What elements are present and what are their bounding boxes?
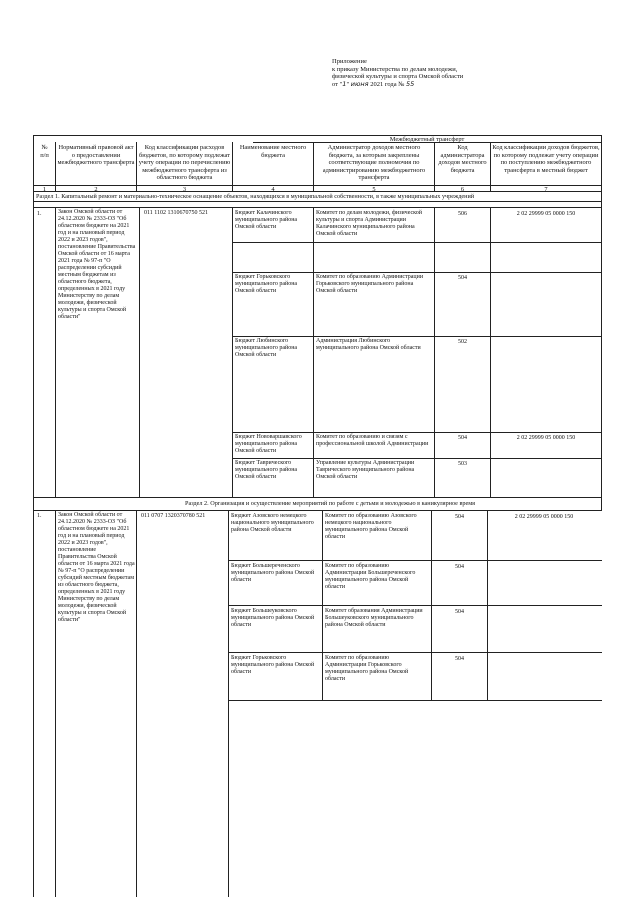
income-code: 2 02 29999 05 0000 150 — [516, 211, 576, 217]
column-header-income-code: Код классификации доходов бюджетов, по которому подлежат учету операции по поступлению межбюджетного трансферта в местный бюджет — [492, 144, 600, 174]
budget-name: Бюджет Горьковского муниципального района Омской области — [235, 274, 298, 294]
section-1-expense-code: 011 1102 1310670750 521 — [144, 210, 209, 216]
income-code: 2 02 29999 05 0000 150 — [514, 514, 574, 520]
grid-line — [136, 510, 137, 897]
column-header-budget: Наименование местного бюджета — [239, 144, 307, 159]
date-day: 1 — [342, 79, 347, 88]
date-mid: " — [346, 80, 351, 88]
budget-name: Бюджет Любинского муниципального района Омской области — [235, 338, 298, 358]
admin-code: 504 — [455, 656, 464, 662]
admin-name: Управление культуры Администрации Таврического муниципального района Омской области — [316, 460, 415, 480]
grid-line — [228, 560, 602, 561]
grid-line — [33, 497, 34, 897]
section-1-title: Раздел 1. Капитальный ремонт и материально-техническое оснащение объектов, находящихся в муниципальной собственности, в также муниципальных учреждений — [36, 193, 475, 200]
section-2-legal-act: Закон Омской области от 24.12.2020 № 2333-ОЗ "Об областном бюджете на 2021 год и на плановый период 2022 и 2023 годов", постановление Правительства Омской области от 16 марта 2021 года № 97-п "О распределении субсидий местным бюджетам из областного бюджета, определенных в 2021 году Министерству по делам молодежи, физической культуры и спорта Омской области" — [58, 512, 135, 623]
date-year: 2021 года № — [368, 80, 407, 88]
date-month: июня — [350, 79, 369, 88]
grid-line — [55, 142, 56, 192]
admin-code: 504 — [455, 609, 464, 615]
admin-code: 506 — [458, 211, 467, 217]
admin-code: 503 — [458, 461, 467, 467]
grid-line — [139, 207, 140, 497]
budget-name: Бюджет Большереченского муниципального района Омской области — [231, 563, 315, 583]
column-header-admin: Администратор доходов местного бюджета, за которым закреплены соответствующие полномочия по администрированию межбюджетного трансферта — [322, 144, 426, 182]
approval-block — [332, 58, 592, 88]
grid-line — [232, 432, 602, 433]
column-header-admin-code: Код администратора доходов местного бюджета — [438, 144, 487, 174]
column-number: 6 — [460, 186, 465, 193]
budget-name: Бюджет Горьковского муниципального района Омской области — [231, 655, 315, 675]
grid-line — [313, 142, 314, 192]
column-number: 5 — [372, 186, 376, 193]
budget-name: Бюджет Большеуковского муниципального района Омской области — [231, 608, 315, 628]
approval-line-2: к приказу Министерства по делам молодежи, — [332, 65, 458, 73]
column-number: 4 — [271, 186, 275, 193]
admin-name: Комитет по образованию Администрации Горьковского муниципального района Омской области — [325, 655, 409, 682]
column-header-act: Нормативный правовой акт о предоставлении межбюджетного трансферта — [57, 144, 135, 167]
grid-line — [490, 207, 491, 497]
grid-line — [434, 142, 435, 192]
grid-line — [490, 142, 491, 192]
budget-name: Бюджет Нововаршавского муниципального района Омской области — [235, 434, 302, 454]
grid-line — [232, 142, 233, 192]
admin-code: 504 — [458, 435, 467, 441]
admin-name: Комитет по образованию Администрации Большереченского муниципального района Омской области — [325, 563, 416, 590]
grid-line — [487, 510, 488, 700]
section-2-expense-code: 011 0707 1320370780 521 — [141, 513, 206, 519]
grid-line — [601, 135, 602, 497]
grid-line — [55, 207, 56, 497]
admin-code: 504 — [455, 514, 464, 520]
grid-line — [33, 497, 602, 498]
approval-date-line — [332, 81, 592, 89]
column-number: 3 — [182, 186, 187, 193]
grid-line — [313, 207, 314, 497]
income-code: 2 02 29999 05 0000 150 — [516, 435, 576, 441]
column-number: 7 — [544, 186, 548, 193]
date-number: 55 — [406, 79, 415, 88]
admin-code: 504 — [455, 564, 464, 570]
grid-line — [228, 652, 602, 653]
admin-name: Комитет по образованию и связям с профессиональной школой Администрации — [316, 434, 429, 447]
grid-line — [322, 510, 323, 700]
approval-line-3: физической культуры и спорта Омской области — [332, 73, 464, 81]
grid-line — [601, 497, 602, 510]
grid-line — [33, 207, 602, 208]
section-1-row-number: 1. — [37, 211, 42, 217]
grid-line — [434, 207, 435, 497]
grid-line — [232, 336, 602, 337]
admin-name: Комитет по образованию Администрации Горьковского муниципального района Омской области — [316, 274, 424, 294]
column-number: 2 — [94, 186, 98, 193]
grid-line — [228, 510, 229, 897]
grid-line — [33, 201, 602, 202]
admin-code: 504 — [458, 275, 467, 281]
grid-line — [232, 272, 602, 273]
admin-name: Комитет образования Администрации Большеуковского муниципального района Омской области — [325, 608, 423, 628]
admin-name: Комитет по образованию Азовского немецкого национального муниципального района Омской области — [325, 513, 417, 540]
section-1-legal-act: Закон Омской области от 24.12.2020 № 2333-ОЗ "Об областном бюджете на 2021 год и на плановый период 2022 и 2023 годов", постановление Правительства Омской области от 16 марта 2021 года № 97-п "О распределении субсидий местным бюджетам из областного бюджета, определенных в 2021 году Министерству по делам молодежи, физической культуры и спорта Омской области" — [58, 209, 136, 320]
column-header-num: № п/п — [40, 144, 49, 159]
group-header: Межбюджетный трансферт — [389, 136, 465, 143]
grid-line — [136, 142, 137, 192]
admin-code: 502 — [458, 339, 467, 345]
grid-line — [33, 510, 602, 511]
grid-line — [232, 242, 602, 243]
budget-name: Бюджет Таврического муниципального района Омской области — [235, 460, 298, 480]
date-prefix: от " — [332, 80, 343, 88]
grid-line — [431, 510, 432, 700]
section-2-title: Раздел 2. Организация и осуществление мероприятий по работе с детьми и молодежью в каникулярное время — [185, 500, 475, 507]
grid-line — [232, 458, 602, 459]
column-number: 1 — [42, 186, 47, 193]
column-header-expense-code: Код классификации расходов бюджетов, по которому подлежат учету операции по перечислению межбюджетного трансферта из областного бюджета — [138, 144, 231, 182]
approval-line-1: Приложение — [332, 58, 367, 65]
admin-name: Администрация Любинского муниципального района Омской области — [316, 338, 421, 351]
budget-name: Бюджет Калачинского муниципального района Омской области — [235, 210, 298, 230]
grid-line — [228, 605, 602, 606]
section-2-row-number: 1. — [37, 513, 42, 519]
grid-line — [228, 700, 602, 701]
budget-name: Бюджет Азовского немецкого национального муниципального района Омской области — [231, 513, 314, 533]
admin-name: Комитет по делам молодежи, физической культуры и спорта Администрации Калачинского муниципального района Омской области — [316, 210, 422, 237]
grid-line — [232, 207, 233, 497]
grid-line — [55, 510, 56, 897]
